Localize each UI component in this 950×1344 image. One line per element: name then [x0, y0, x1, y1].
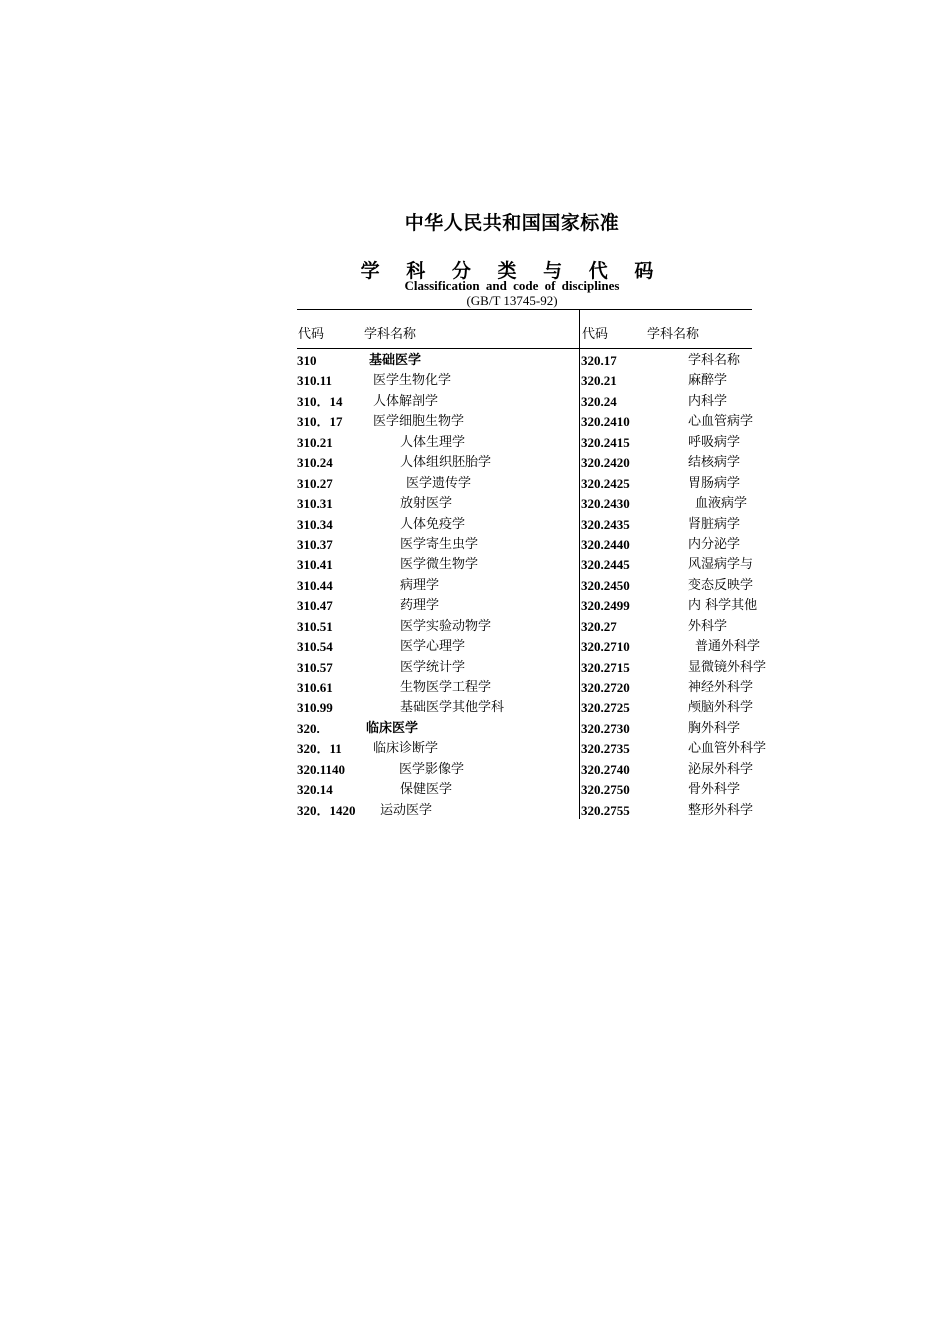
right-name-cell: [581, 617, 752, 637]
right-discipline-code: 320.2730: [581, 720, 630, 736]
left-discipline-code: 310.41: [297, 557, 333, 573]
right-discipline-code: 320.2415: [581, 434, 630, 450]
right-discipline-code: 320.2499: [581, 598, 630, 614]
left-discipline-code: 310．14: [297, 393, 343, 409]
left-discipline-code: 310.27: [297, 475, 333, 491]
left-code-header: 代码: [298, 327, 325, 342]
right-discipline-name: 内 科学其他: [688, 598, 758, 614]
right-discipline-name: 学科名称: [688, 353, 741, 368]
left-discipline-name: 医学微生物学: [400, 557, 479, 573]
english-title: Classification and code of disciplines: [404, 278, 620, 293]
right-name-cell: [581, 678, 752, 698]
right-name-cell: [581, 535, 752, 555]
left-discipline-name: 临床诊断学: [373, 741, 439, 757]
left-discipline-code: 310.54: [297, 639, 333, 655]
right-discipline-name: 麻醉学: [688, 373, 728, 389]
table-row: [297, 617, 752, 637]
right-discipline-code: 320.24: [581, 393, 617, 409]
left-discipline-name: 医学细胞生物学: [373, 414, 465, 430]
table-row: [297, 780, 752, 800]
table-row: [297, 412, 752, 432]
table-row: [297, 637, 761, 657]
right-discipline-code: 320.2440: [581, 536, 630, 552]
left-discipline-code: 310.44: [297, 577, 333, 593]
right-name-cell: [581, 801, 752, 821]
left-discipline-name: 药理学: [400, 598, 440, 614]
table-top-rule: [297, 309, 752, 310]
table-row: [297, 576, 752, 596]
left-discipline-code: 310: [297, 353, 317, 368]
table-row: [297, 494, 752, 514]
document-title: 中华人民共和国国家标准: [404, 212, 620, 234]
left-discipline-code: 310.34: [297, 516, 333, 532]
right-name-cell: [581, 412, 752, 432]
left-discipline-code: 310.31: [297, 496, 333, 512]
left-discipline-name: 运动医学: [380, 802, 433, 818]
table-row: [297, 801, 752, 821]
right-discipline-name: 泌尿外科学: [688, 761, 754, 777]
table-row: [297, 474, 752, 494]
right-discipline-code: 320.2715: [581, 659, 630, 675]
left-discipline-code: 310.61: [297, 680, 333, 695]
right-name-cell: [581, 658, 767, 678]
table-row: [297, 596, 758, 616]
right-discipline-name: 显微镜外科学: [688, 659, 767, 675]
table-row: [297, 658, 767, 678]
left-discipline-name: 医学实验动物学: [400, 618, 492, 634]
left-discipline-name: 医学影像学: [399, 761, 465, 777]
right-discipline-code: 320.2725: [581, 700, 630, 716]
left-discipline-name: 医学寄生虫学: [400, 536, 479, 552]
right-discipline-code: 320.2450: [581, 577, 630, 593]
table-row: [297, 433, 752, 453]
right-discipline-code: 320.27: [581, 618, 617, 634]
left-discipline-code: 320．11: [297, 741, 342, 757]
right-discipline-code: 320.2420: [581, 455, 630, 471]
left-discipline-code: 310．17: [297, 414, 343, 430]
standard-number: (GB/T 13745-92): [466, 293, 558, 308]
right-discipline-name: 神经外科学: [688, 680, 754, 695]
left-discipline-name: 人体免疫学: [400, 516, 466, 532]
table-row: [297, 515, 752, 535]
table-row: [297, 760, 752, 780]
right-name-cell: [581, 474, 752, 494]
right-discipline-name: 内科学: [688, 393, 728, 409]
right-name-cell: [581, 453, 752, 473]
table-row: [297, 392, 752, 412]
right-name-cell: [581, 760, 752, 780]
left-discipline-name: 医学生物化学: [373, 373, 452, 389]
right-discipline-code: 320.2445: [581, 557, 630, 573]
right-discipline-name: 颅脑外科学: [688, 700, 754, 716]
right-name-cell: [581, 637, 761, 657]
left-discipline-code: 310.11: [297, 373, 333, 389]
right-name-cell: [581, 433, 752, 453]
right-name-cell: [581, 515, 752, 535]
left-discipline-code: 310.57: [297, 659, 333, 675]
right-discipline-code: 320.2710: [581, 639, 630, 655]
table-row: [297, 453, 752, 473]
right-discipline-code: 320.2425: [581, 475, 630, 491]
table-row: [297, 739, 767, 759]
right-discipline-name: 整形外科学: [688, 802, 754, 818]
right-name-cell: [581, 555, 752, 575]
right-name-cell: [581, 596, 758, 616]
right-discipline-name: 心血管外科学: [688, 741, 767, 757]
table-row: [297, 351, 752, 371]
left-discipline-name: 医学统计学: [400, 659, 466, 675]
right-discipline-name: 血液病学: [695, 496, 748, 512]
right-discipline-name: 普通外科学: [695, 639, 761, 655]
right-discipline-code: 320.17: [581, 353, 617, 368]
left-name-header: 学科名称: [364, 327, 417, 342]
right-discipline-code: 320.2735: [581, 741, 630, 757]
right-discipline-name: 内分泌学: [688, 536, 741, 552]
left-discipline-code: 310.47: [297, 598, 333, 614]
right-discipline-code: 320.2755: [581, 802, 630, 818]
right-name-cell: [581, 392, 752, 412]
discipline-table-body: [297, 351, 767, 821]
document-page: [297, 0, 767, 820]
right-discipline-name: 外科学: [688, 618, 728, 634]
right-discipline-code: 320.2430: [581, 496, 630, 512]
right-discipline-name: 肾脏病学: [688, 516, 741, 532]
left-discipline-code: 310.24: [297, 455, 333, 471]
left-discipline-name: 基础医学: [369, 353, 422, 368]
table-header-rule: [297, 348, 752, 349]
right-discipline-code: 320.2720: [581, 680, 630, 695]
left-discipline-name: 生物医学工程学: [400, 680, 492, 695]
left-discipline-name: 放射医学: [400, 496, 453, 512]
left-discipline-name: 病理学: [400, 577, 440, 593]
right-name-header: 学科名称: [647, 327, 700, 342]
left-discipline-name: 人体生理学: [400, 434, 466, 450]
right-name-cell: [581, 351, 752, 371]
right-code-header: 代码: [582, 327, 609, 342]
table-row: [297, 698, 752, 718]
left-discipline-name: 人体组织胚胎学: [400, 455, 492, 471]
left-discipline-code: 310.21: [297, 434, 333, 450]
right-name-cell: [581, 780, 752, 800]
right-discipline-code: 320.2410: [581, 414, 630, 430]
right-discipline-code: 320.21: [581, 373, 617, 389]
right-discipline-code: 320.2435: [581, 516, 630, 532]
table-row: [297, 371, 752, 391]
left-discipline-code: 310.99: [297, 700, 333, 716]
right-discipline-code: 320.2750: [581, 782, 630, 798]
right-name-cell: [581, 494, 752, 514]
left-discipline-name: 保健医学: [400, 782, 453, 798]
left-discipline-code: 320.14: [297, 782, 333, 798]
table-row: [297, 719, 752, 739]
left-discipline-code: 310.51: [297, 618, 333, 634]
table-row: [297, 535, 752, 555]
right-discipline-code: 320.2740: [581, 761, 630, 777]
table-row: [297, 555, 752, 575]
right-discipline-name: 呼吸病学: [688, 434, 741, 450]
right-name-cell: [581, 576, 752, 596]
right-discipline-name: 结核病学: [688, 455, 741, 471]
left-discipline-code: 320．1420: [297, 802, 356, 818]
right-discipline-name: 变态反映学: [688, 577, 754, 593]
left-discipline-name: 医学心理学: [400, 639, 466, 655]
right-discipline-name: 骨外科学: [688, 782, 741, 798]
left-discipline-name: 临床医学: [366, 720, 419, 736]
left-discipline-name: 医学遗传学: [406, 475, 472, 491]
left-discipline-code: 320.1140: [297, 761, 346, 777]
left-discipline-name: 基础医学其他学科: [400, 700, 505, 716]
table-row: [297, 678, 752, 698]
right-discipline-name: 胃肠病学: [688, 475, 741, 491]
document-subtitle: 学 科 分 类 与 代 码: [360, 260, 664, 282]
right-discipline-name: 胸外科学: [688, 720, 741, 736]
right-name-cell: [581, 739, 767, 759]
left-discipline-name: 人体解剖学: [373, 393, 439, 409]
left-discipline-code: 320.: [297, 720, 320, 736]
right-discipline-name: 心血管病学: [688, 414, 754, 430]
right-discipline-name: 风湿病学与: [688, 557, 754, 573]
right-name-cell: [581, 371, 752, 391]
left-discipline-code: 310.37: [297, 536, 333, 552]
right-name-cell: [581, 719, 752, 739]
right-name-cell: [581, 698, 752, 718]
